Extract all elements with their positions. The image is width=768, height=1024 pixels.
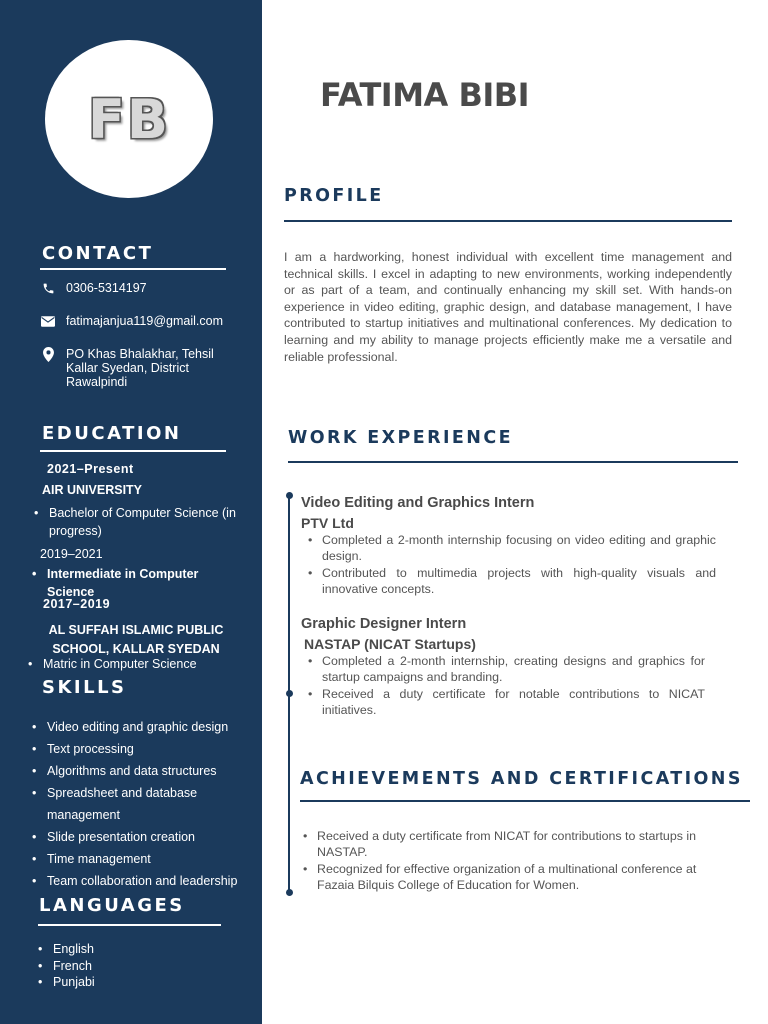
list-item: • Received a duty certificate from NICAT for contributions to startups in NASTAP. xyxy=(296,828,724,861)
mail-icon xyxy=(40,314,56,328)
list-item: • Bachelor of Computer Science (in progress) xyxy=(34,504,244,540)
list-item: • Slide presentation creation xyxy=(32,826,247,848)
list-item: • Completed a 2-month internship focusing on video editing and graphic design. xyxy=(301,532,716,565)
profile-text: I am a hardworking, honest individual with excellent time management and technical skills. I excel in adapting to new environments, working independently or as part of a team, and continually enhancing my skill set. With hands-on experience in video editing, graphic design, and database management, I have contributed to startup initiatives and multinational conferences. My dedication to learning and my ability to manage projects efficiently make me a versatile and reliable professional. xyxy=(284,250,732,364)
education-heading: EDUCATION xyxy=(42,423,182,444)
work-divider xyxy=(288,461,738,463)
job-title-1: Video Editing and Graphics Intern xyxy=(301,495,535,511)
edu-details-3 xyxy=(28,657,248,671)
job-1-bullets xyxy=(301,532,716,598)
edu-details-1 xyxy=(34,504,244,540)
languages-list xyxy=(38,941,218,991)
list-item: • Received a duty certificate for notable contributions to NICAT initiatives. xyxy=(301,686,705,719)
list-item: • French xyxy=(38,958,218,975)
list-item: • Matric in Computer Science xyxy=(28,657,248,671)
achievements-divider xyxy=(300,800,750,802)
contact-heading: CONTACT xyxy=(42,243,154,264)
list-item: • Video editing and graphic design xyxy=(32,716,247,738)
languages-divider xyxy=(38,924,221,926)
edu-details-2 xyxy=(32,565,222,601)
contact-email xyxy=(40,314,226,328)
achievements-list xyxy=(296,828,724,894)
skills-heading: SKILLS xyxy=(42,677,127,698)
job-org-1: PTV Ltd xyxy=(301,515,354,531)
contact-address xyxy=(40,347,236,389)
list-item: • Time management xyxy=(32,848,247,870)
achievements-heading: ACHIEVEMENTS AND CERTIFICATIONS xyxy=(300,769,743,789)
list-item: • Contributed to multimedia projects with high-quality visuals and innovative concepts. xyxy=(301,565,716,598)
location-pin-icon xyxy=(40,347,56,361)
contact-divider xyxy=(40,268,226,270)
languages-heading: LANGUAGES xyxy=(39,895,185,916)
profile-divider xyxy=(284,220,732,222)
list-item: • Completed a 2-month internship, creating designs and graphics for startup campaigns and branding. xyxy=(301,653,705,686)
address-text: PO Khas Bhalakhar, Tehsil Kallar Syedan, District Rawalpindi xyxy=(66,347,214,389)
edu-school-1: AIR UNIVERSITY xyxy=(42,483,143,497)
avatar-initials: FB xyxy=(87,87,171,151)
list-item: • Intermediate in Computer Science xyxy=(32,565,222,601)
timeline-dot xyxy=(286,492,293,499)
work-heading: WORK EXPERIENCE xyxy=(288,428,513,448)
email-text[interactable]: fatimajanjua119@gmail.com xyxy=(66,314,223,328)
list-item: • English xyxy=(38,941,218,958)
job-org-2: NASTAP (NICAT Startups) xyxy=(304,636,476,652)
list-item: • Punjabi xyxy=(38,974,218,991)
timeline-dot xyxy=(286,889,293,896)
sidebar xyxy=(0,0,262,1024)
phone-text: 0306-5314197 xyxy=(66,281,147,295)
list-item: • Text processing xyxy=(32,738,247,760)
list-item: • Team collaboration and leadership xyxy=(32,870,247,892)
phone-icon xyxy=(40,281,56,295)
candidate-name: FATIMA BIBI xyxy=(320,76,530,114)
avatar xyxy=(45,40,213,198)
timeline-dot xyxy=(286,690,293,697)
profile-heading: PROFILE xyxy=(284,186,384,206)
contact-phone xyxy=(40,281,226,295)
job-2-bullets xyxy=(301,653,705,719)
list-item: • Algorithms and data structures xyxy=(32,760,247,782)
edu-years-2: 2019–2021 xyxy=(40,547,103,561)
job-title-2: Graphic Designer Intern xyxy=(301,616,467,632)
edu-years-3: 2017–2019 xyxy=(43,597,111,611)
skills-list xyxy=(32,716,247,892)
list-item: • Recognized for effective organization of a multinational conference at Fazaia Bilquis College of Education for Women. xyxy=(296,861,724,894)
edu-school-3: AL SUFFAH ISLAMIC PUBLIC SCHOOL, KALLAR SYEDAN xyxy=(48,623,224,656)
edu-years-1: 2021–Present xyxy=(47,462,134,476)
education-divider xyxy=(40,450,226,452)
list-item: • Spreadsheet and database management xyxy=(32,782,247,826)
